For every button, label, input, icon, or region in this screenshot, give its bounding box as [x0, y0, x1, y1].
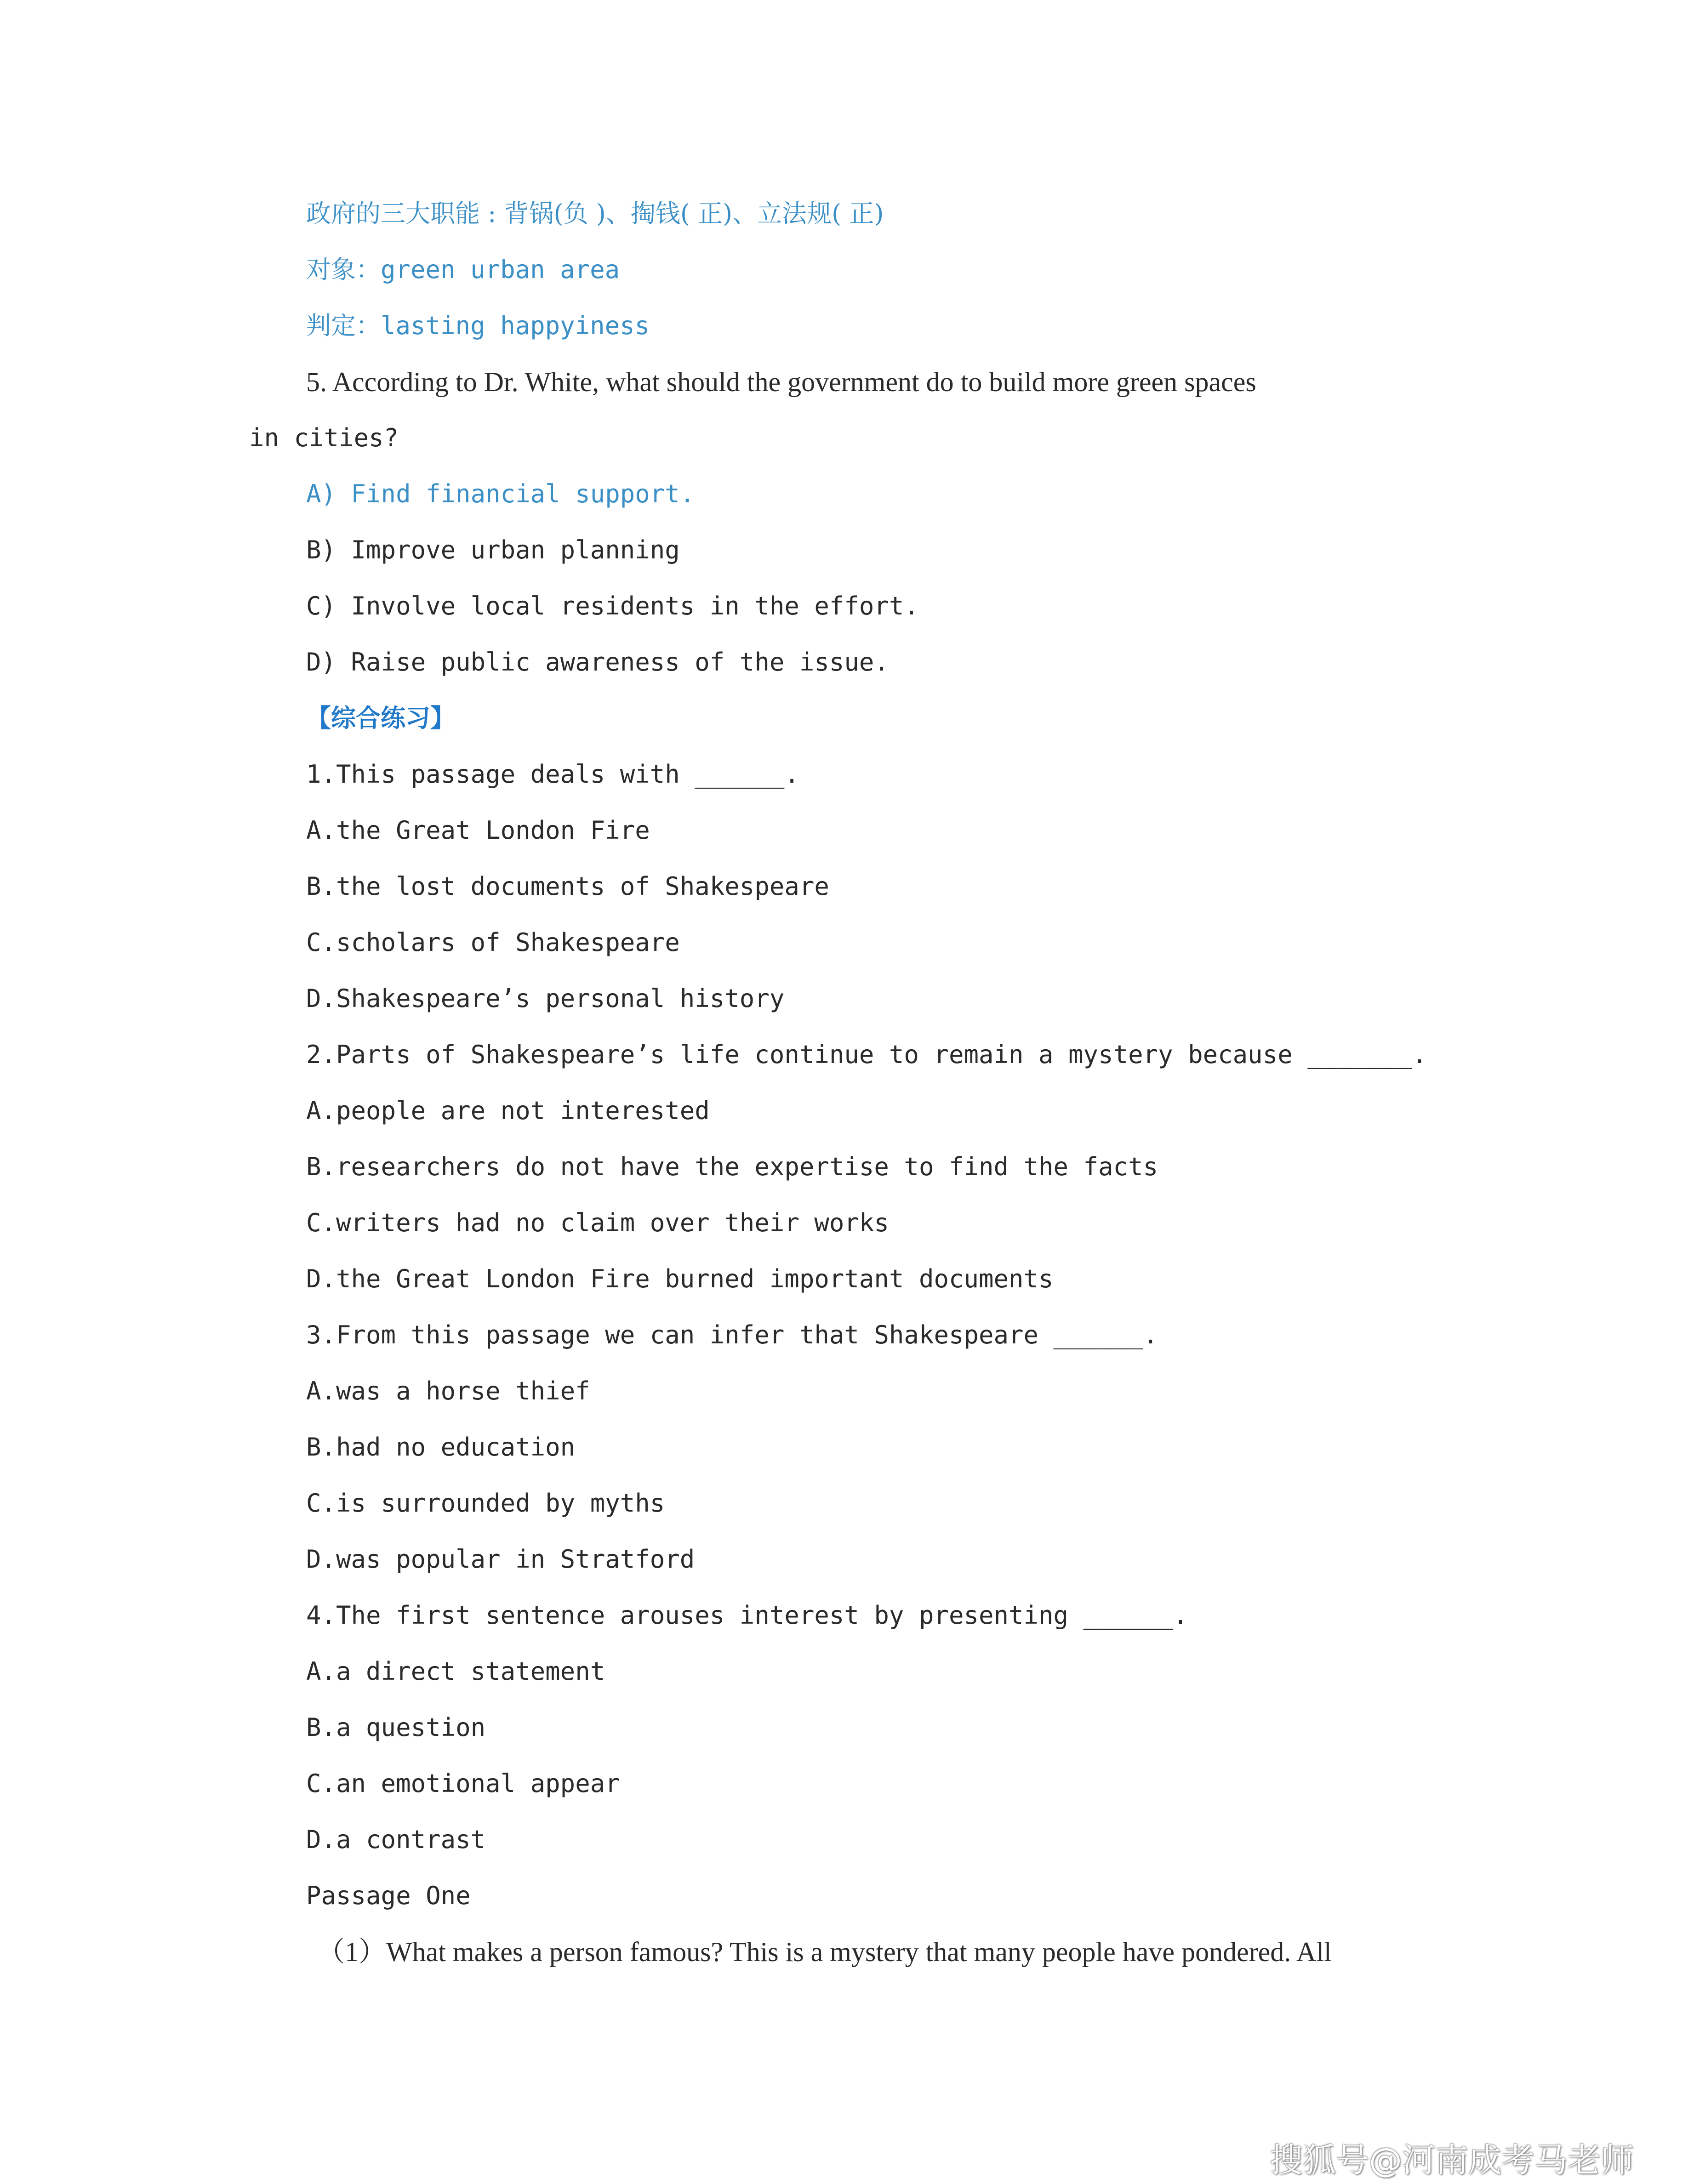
- question-5-stem-continued: in cities?: [249, 423, 399, 452]
- question-5-option-a: A) Find financial support.: [306, 479, 695, 508]
- exercise-3-option-a: A.was a horse thief: [306, 1376, 590, 1405]
- exercise-2-option-a: A.people are not interested: [306, 1096, 710, 1125]
- exercise-3-option-d: D.was popular in Stratford: [306, 1545, 695, 1574]
- exercise-1-option-b: B.the lost documents of Shakespeare: [306, 872, 829, 901]
- exercise-4-option-a: A.a direct statement: [306, 1657, 605, 1686]
- note-object: 对象：green urban area: [306, 255, 620, 284]
- note-government-functions: 政府的三大职能 : 背锅(负 )、掏钱( 正)、立法规( 正): [306, 199, 884, 228]
- exercise-4-option-c: C.an emotional appear: [306, 1769, 620, 1798]
- question-5-option-c: C) Involve local residents in the effort.: [306, 592, 919, 620]
- exercise-2-option-d: D.the Great London Fire burned important documents: [306, 1264, 1054, 1293]
- exercise-2-stem: 2.Parts of Shakespeare’s life continue to remain a mystery because _______.: [306, 1040, 1427, 1069]
- exercise-3-option-c: C.is surrounded by myths: [306, 1489, 665, 1518]
- exercise-4-option-b: B.a question: [306, 1713, 486, 1742]
- watermark: 搜狐号@河南成考马老师: [1269, 2141, 1634, 2179]
- exercise-3-stem: 3.From this passage we can infer that Shakespeare ______.: [306, 1320, 1158, 1349]
- exercise-1-option-d: D.Shakespeare’s personal history: [306, 984, 785, 1013]
- exercise-2-option-b: B.researchers do not have the expertise to find the facts: [306, 1152, 1158, 1181]
- exercise-4-stem: 4.The first sentence arouses interest by presenting ______.: [306, 1601, 1188, 1630]
- question-5-stem: 5. According to Dr. White, what should the government do to build more green spaces: [306, 367, 1256, 397]
- passage-first-line: （1）What makes a person famous? This is a mystery that many people have pondered. All: [317, 1937, 1332, 1967]
- exercise-1-option-a: A.the Great London Fire: [306, 816, 650, 845]
- exercise-4-option-d: D.a contrast: [306, 1825, 486, 1854]
- note-judgment: 判定：lasting happyiness: [306, 311, 650, 340]
- exercise-1-stem: 1.This passage deals with ______.: [306, 760, 799, 789]
- exercise-2-option-c: C.writers had no claim over their works: [306, 1208, 889, 1237]
- question-5-option-d: D) Raise public awareness of the issue.: [306, 648, 889, 677]
- passage-title: Passage One: [306, 1881, 471, 1910]
- question-5-option-b: B) Improve urban planning: [306, 535, 680, 564]
- section-heading: 【综合练习】: [306, 704, 455, 733]
- exercise-1-option-c: C.scholars of Shakespeare: [306, 928, 680, 957]
- exercise-3-option-b: B.had no education: [306, 1433, 576, 1462]
